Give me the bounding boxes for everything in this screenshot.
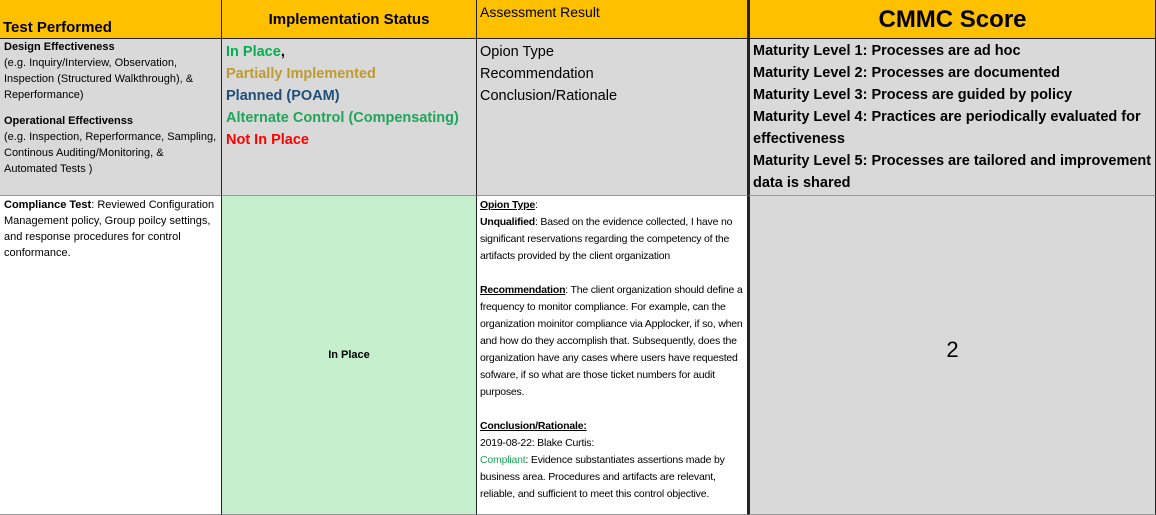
- maturity-level: Maturity Level 2: Processes are documented: [753, 65, 1061, 81]
- assessment-item: Opion Type: [480, 44, 554, 60]
- status-partial: Partially Implemented: [226, 66, 376, 82]
- assessment-cell[interactable]: Opion Type: Unqualified: Based on the evidence collected, I have no significant reservations regarding the competency of the artifacts provided by the client organization Recommendation: The client organization should define a frequency to monitor compliance. For example, can the organization moinitor compliance via Applocker, if so, when and how do they accomplish that. Subsequently, does the organization have any cases where users have requested sofware, if so what are those ticket numbers for audit purposes. Conclusion/Rationale: 2019-08-22: Blake Curtis: Compliant: Evidence substantiates assertions made by business area. Procedures and artifacts are relevant, reliable, and sufficient to meet this control objective.: [477, 196, 748, 515]
- maturity-level: Maturity Level 5: Processes are tailored and improvement data is shared: [753, 153, 1152, 191]
- opinion-label: Unqualified: [480, 216, 535, 228]
- score-value: 2: [946, 337, 959, 362]
- assessment-item: Recommendation: [480, 66, 594, 82]
- score-cell[interactable]: [748, 196, 1156, 515]
- assessment-item: Conclusion/Rationale: [480, 88, 618, 104]
- status-alternate: Alternate Control (Compensating): [226, 110, 459, 126]
- status-value: In Place: [328, 349, 370, 361]
- status-not-in-place: Not In Place: [226, 132, 309, 148]
- design-title: Design Effectiveness: [4, 41, 115, 53]
- test-performed-cell[interactable]: [0, 196, 222, 515]
- header-label: Test Performed: [3, 19, 112, 36]
- header-cmmc-score[interactable]: [748, 0, 1156, 39]
- header-label: Implementation Status: [268, 11, 430, 28]
- opinion-text: : Based on the evidence collected, I have no significant reservations regarding the competency of the artifacts provided by the client organization: [480, 216, 733, 262]
- opinion-heading: Opion Type: [480, 199, 535, 211]
- maturity-level: Maturity Level 3: Process are guided by policy: [753, 87, 1073, 103]
- maturity-level: Maturity Level 1: Processes are ad hoc: [753, 43, 1021, 59]
- operational-title: Operational Effectivenss: [4, 115, 133, 127]
- design-desc: (e.g. Inquiry/Interview, Observation, Inspection (Structured Walkthrough), & Reperformance): [4, 57, 194, 101]
- status-planned: Planned (POAM): [226, 88, 340, 104]
- recommendation-text: : The client organization should define a frequency to monitor compliance. For example, can the organization moinitor compliance via Applocker, if so, when and how do they accomplish that. Subsequently, does the organization have any cases where users have requested sofware, if so what are those ticket numbers for audit purposes.: [480, 284, 743, 398]
- conclusion-label: Compliant: [480, 454, 526, 466]
- header-test-performed[interactable]: [0, 0, 222, 39]
- comma: ,: [280, 44, 285, 60]
- conclusion-text: : Evidence substantiates assertions made by business area. Procedures and artifacts are relevant, reliable, and sufficient to meet this control objective.: [480, 454, 725, 500]
- conclusion-heading: Conclusion/Rationale:: [480, 420, 587, 432]
- test-label: Compliance Test: [4, 199, 92, 211]
- legend-statuses[interactable]: [222, 39, 477, 196]
- status-in-place: In Place: [226, 44, 281, 60]
- legend-maturity[interactable]: [748, 39, 1156, 196]
- legend-test-types[interactable]: [0, 39, 222, 196]
- status-cell[interactable]: [222, 196, 477, 515]
- recommendation-heading: Recommendation: [480, 284, 566, 296]
- legend-assessment[interactable]: [477, 39, 748, 196]
- conclusion-date: 2019-08-22: Blake Curtis:: [480, 437, 595, 449]
- header-implementation-status[interactable]: [222, 0, 477, 39]
- operational-desc: (e.g. Inspection, Reperformance, Sampling, Continous Auditing/Monitoring, & Automated Tests ): [4, 131, 217, 175]
- header-label: Assessment Result: [480, 4, 600, 20]
- maturity-level: Maturity Level 4: Practices are periodically evaluated for effectiveness: [753, 109, 1141, 147]
- header-assessment-result[interactable]: [477, 0, 748, 39]
- header-label: CMMC Score: [878, 6, 1027, 33]
- test-text: : Reviewed Configuration Management policy, Group poilcy settings, and response procedures for control conformance.: [4, 199, 215, 259]
